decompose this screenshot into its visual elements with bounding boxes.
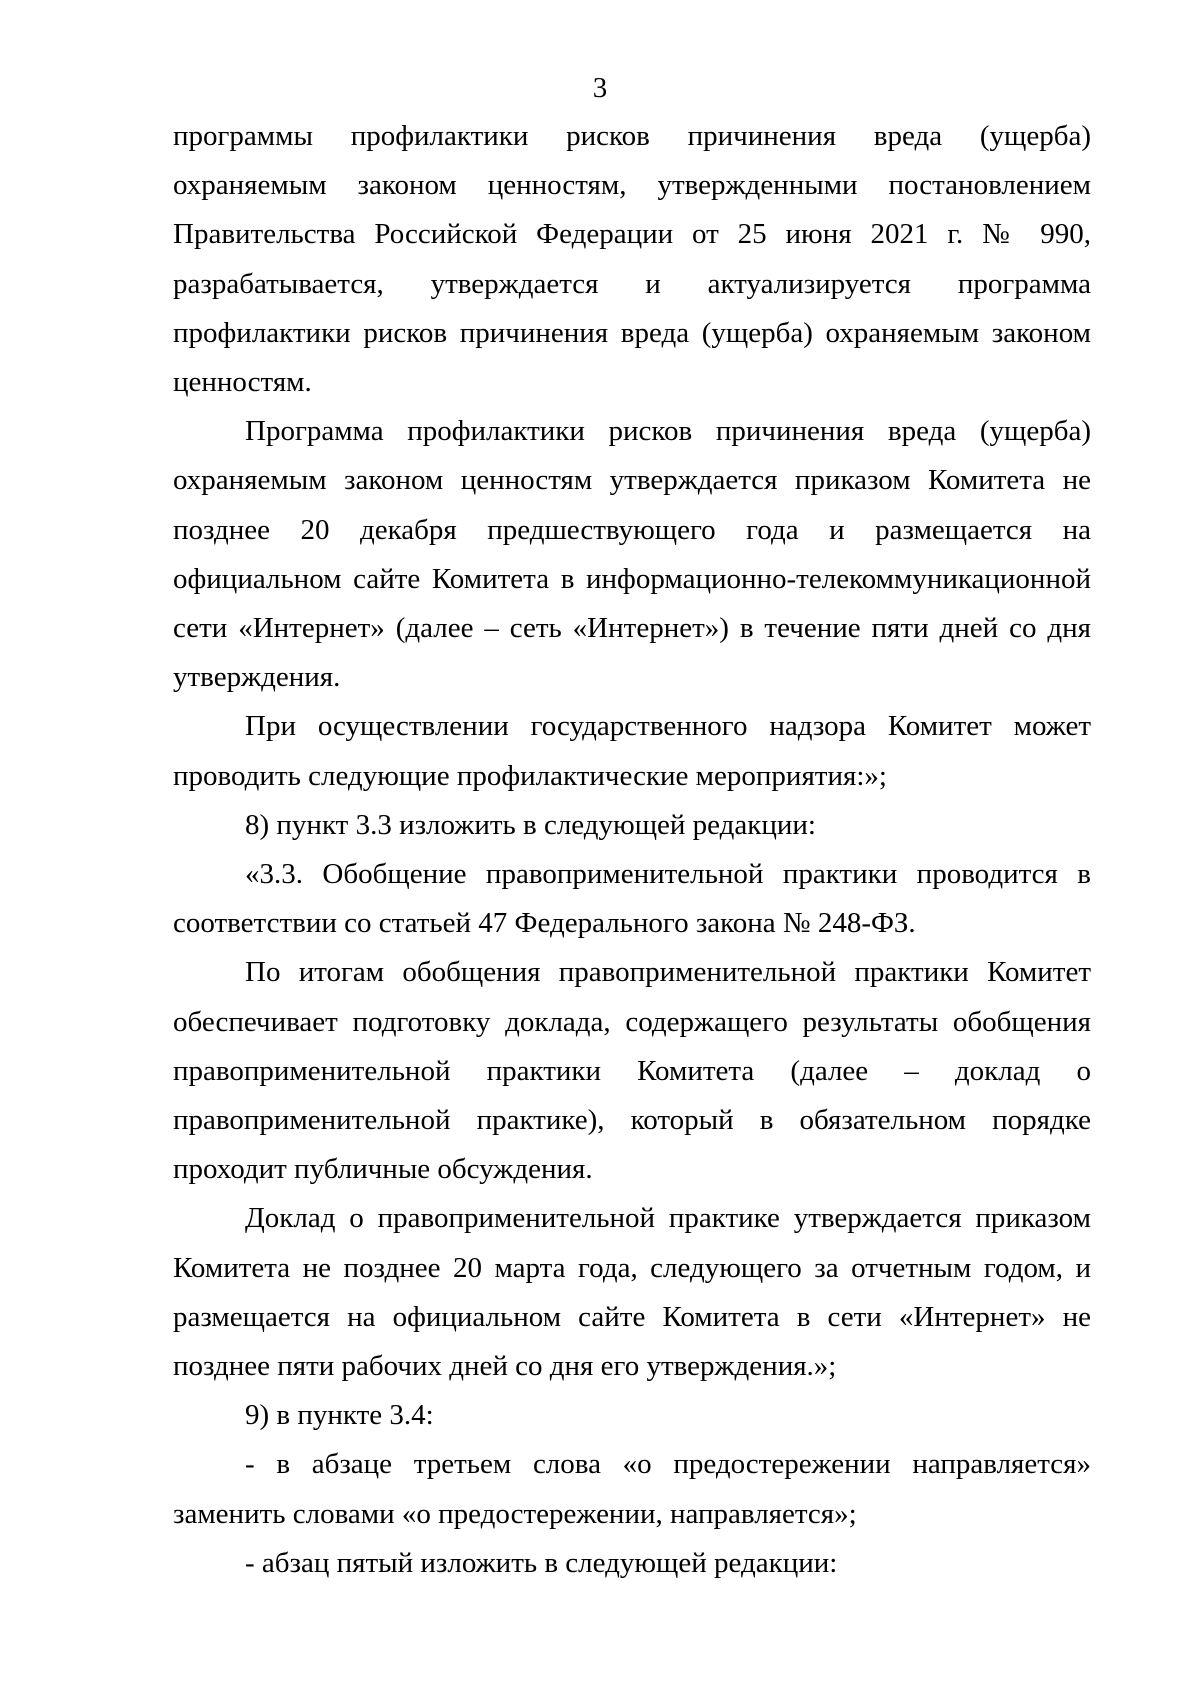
paragraph-fifth-paragraph-change: - абзац пятый изложить в следующей редакции: bbox=[245, 1546, 838, 1579]
paragraph-item-8: 8) пункт 3.3 изложить в следующей редакции: bbox=[245, 808, 816, 841]
paragraph-report-approval: Доклад о правоприменительной практике утверждается приказом Комитета не позднее 20 марта года, следующего за отчетным годом, и размещается на официальном сайте Комитета в сети «Интернет» не позднее пяти рабочих дней со дня его утверждения.»; bbox=[173, 1202, 1091, 1383]
page-number: 3 bbox=[592, 72, 608, 104]
paragraph-preventive-measures: При осуществлении государственного надзора Комитет может проводить следующие профилактические мероприятия:»; bbox=[173, 710, 1091, 792]
paragraph-report-preparation: По итогам обобщения правоприменительной практики Комитет обеспечивает подготовку доклада, содержащего результаты обобщения правоприменительной практики Комитета (далее – доклад о правоприменительной практике), который в обязательном порядке проходит публичные обсуждения. bbox=[173, 956, 1091, 1186]
paragraph-continuation: программы профилактики рисков причинения вреда (ущерба) охраняемым законом ценностям, утвержденными постановлением Правительства Российской Федерации от 25 июня 2021 г. № 990, разрабатывается, утверждается и актуализируется программа профилактики рисков причинения вреда (ущерба) охраняемым законом ценностям. bbox=[173, 120, 1091, 399]
paragraph-item-9: 9) в пункте 3.4: bbox=[245, 1399, 434, 1432]
paragraph-clause-3-3: «3.3. Обобщение правоприменительной практики проводится в соответствии со статьей 47 Федерального закона № 248-ФЗ. bbox=[173, 858, 1091, 940]
paragraph-program-approval: Программа профилактики рисков причинения вреда (ущерба) охраняемым законом ценностям утверждается приказом Комитета не позднее 20 декабря предшествующего года и размещается на официальном сайте Комитета в информационно-телекоммуникационной сети «Интернет» (далее – сеть «Интернет») в течение пяти дней со дня утверждения. bbox=[173, 415, 1091, 694]
paragraph-third-paragraph-change: - в абзаце третьем слова «о предостережении направляется» заменить словами «о предостережении, направляется»; bbox=[173, 1448, 1091, 1530]
document-body bbox=[173, 112, 1091, 1588]
